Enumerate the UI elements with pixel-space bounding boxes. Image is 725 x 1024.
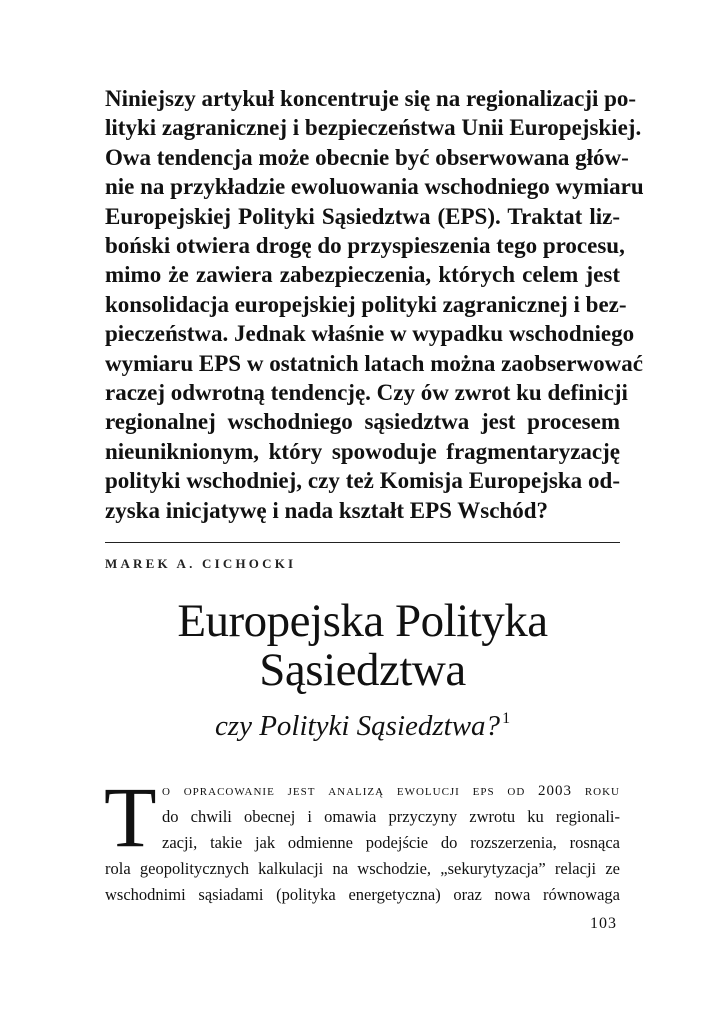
- title-line-2: Sąsiedztwa: [259, 644, 466, 696]
- footnote-mark: 1: [502, 710, 511, 727]
- body-line: zacji, takie jak odmienne podejście do rozszerzenia, rosnąca: [162, 833, 620, 852]
- subtitle-text: czy Polityki Sąsiedztwa?: [214, 710, 501, 742]
- abstract-line: konsolidacja europejskiej polityki zagranicznej i bez-: [105, 291, 627, 317]
- abstract-line: raczej odwrotną tendencję. Czy ów zwrot ku definicji: [105, 380, 628, 406]
- body-text: [105, 778, 620, 908]
- horizontal-rule: [105, 542, 620, 543]
- abstract-line: mimo że zawiera zabezpieczenia, których celem jest: [105, 262, 620, 288]
- body-line-lead: o opracowanie jest analizą ewolucji eps od 2003 roku: [162, 783, 620, 799]
- title-line-1: Europejska Polityka: [177, 595, 548, 647]
- abstract-line: wymiaru EPS w ostatnich latach można zaobserwować: [105, 350, 643, 376]
- abstract-line: Owa tendencja może obecnie być obserwowana głów-: [105, 144, 629, 170]
- body-line: rola geopolitycznych kalkulacji na wschodzie, „sekurytyzacja” relacji ze: [105, 859, 620, 878]
- abstract: [105, 84, 644, 525]
- abstract-line: regionalnej wschodniego sąsiedztwa jest procesem: [105, 409, 620, 435]
- abstract-line: zyska inicjatywę i nada kształt EPS Wschód?: [105, 497, 549, 523]
- author-name: MAREK A. CICHOCKI: [105, 556, 297, 571]
- body-line: wschodnimi sąsiadami (polityka energetyczna) oraz nowa równowaga: [105, 885, 620, 904]
- abstract-line: pieczeństwa. Jednak właśnie w wypadku wschodniego: [105, 321, 635, 347]
- article-subtitle: [105, 710, 620, 743]
- abstract-line: boński otwiera drogę do przyspieszenia tego procesu,: [105, 233, 625, 259]
- body-line: do chwili obecnej i omawia przyczyny zwrotu ku regionali-: [162, 807, 620, 826]
- abstract-line: lityki zagranicznej i bezpieczeństwa Unii Europejskiej.: [105, 115, 642, 141]
- abstract-line: polityki wschodniej, czy też Komisja Europejska od-: [105, 468, 620, 494]
- abstract-line: Niniejszy artykuł koncentruje się na regionalizacji po-: [105, 86, 637, 111]
- abstract-line: Europejskiej Polityki Sąsiedztwa (EPS). Traktat liz-: [105, 203, 620, 229]
- drop-cap: T: [104, 769, 157, 865]
- abstract-line: nieuniknionym, który spowoduje fragmentaryzację: [105, 438, 620, 464]
- abstract-line: nie na przykładzie ewoluowania wschodniego wymiaru: [105, 174, 644, 200]
- page-number: 103: [590, 915, 617, 932]
- article-title: [105, 595, 620, 696]
